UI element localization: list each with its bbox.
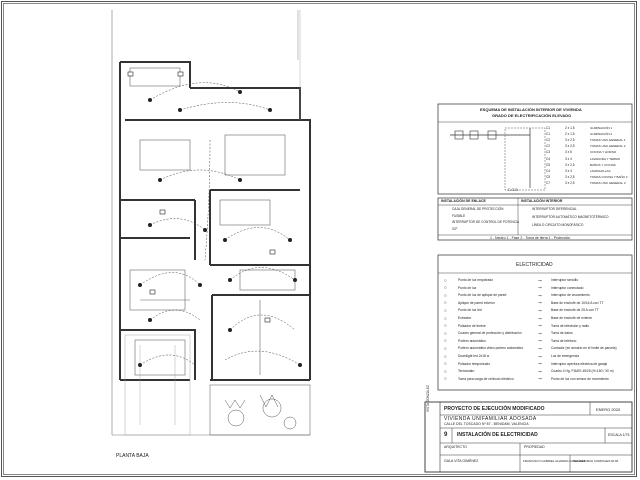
circuit-name: ILUMINACIÓN 1 (590, 126, 613, 130)
legend-right-symbol-icon: ⊸ (538, 368, 542, 374)
sheet-number: 9 (444, 432, 448, 438)
legend-right-item: Toma de teléfono (551, 338, 577, 343)
owner-name-2: SALVADORAH CORRALES RUIZ (573, 459, 619, 463)
legend-left-item: Extractor (458, 316, 472, 320)
legend-right-symbol-icon: ⊸ (538, 285, 542, 291)
circuit-name: TOMAS COCINA Y BAÑO 2 (590, 174, 628, 179)
circuit-code: C2 (546, 144, 551, 149)
legend-left-symbol-icon: ○ (444, 338, 447, 344)
legend-right-symbol-icon: ⊸ (538, 330, 542, 336)
building-address: CALLE DEL TOSCADO Nº 87 - BENIDAM, VALENCIA (444, 422, 529, 426)
side-stamp: VISTA GONZÁLEZ (426, 385, 430, 412)
install-left-item: FUSIBLE (452, 213, 466, 218)
legend-right-item: Base de enchufe de 10/16 A con TT (551, 300, 604, 305)
legend-left-symbol-icon: ○ (444, 345, 447, 351)
legend-left-symbol-icon: ○ (444, 330, 447, 336)
plan-label: PLANTA BAJA (116, 453, 149, 459)
install-right-item: LÍNEA O CIRCUITO MONOFÁSICO (532, 223, 584, 227)
role-owner: PROPIEDAD (524, 445, 545, 449)
building-type: VIVIENDA UNIFAMILIAR ADOSADA (444, 416, 537, 422)
legend-right-symbol-icon: ⊸ (538, 292, 542, 298)
sheet-scale: ESCALA 1/75 (608, 433, 630, 437)
circuit-code: C4 (546, 156, 551, 161)
schema-title: ESQUEMA DE INSTALACIÓN INTERIOR DE VIVIENDA (480, 107, 582, 112)
legend-right-item: Luz de emergencia (551, 354, 580, 358)
circuit-code: C7 (546, 180, 551, 185)
legend-right-item: Interruptor conmutado (551, 285, 584, 290)
circuit-name: COCINA Y HORNO (590, 150, 617, 155)
legend-right-item: Toma de televisión y radio (551, 323, 590, 328)
legend-left-symbol-icon: ○ (444, 361, 447, 367)
legend-left-item: Punto de luz empotrado (458, 278, 494, 282)
install-left-item: INTERRUPTOR DE CONTROL DE POTENCIA (452, 220, 520, 224)
circuit-section: 3 x 2,5 (565, 174, 575, 179)
legend-left-symbol-icon: ○ (444, 277, 447, 283)
circuit-section: 3 x 4 (565, 156, 572, 161)
circuit-section: 3 x 2,5 (565, 162, 575, 167)
circuit-name: TOMAS USO GENERAL 1 (590, 138, 626, 143)
circuit-name: TOMAS USO GENERAL 3 (590, 180, 626, 185)
legend-left-symbol-icon: ○ (444, 353, 447, 359)
legend-left-item: Toma para carga de vehículo eléctrico (458, 376, 514, 381)
install-right-item: INTERRUPTOR DIFERENCIAL (532, 207, 577, 211)
legend-right-symbol-icon: ⊸ (538, 315, 542, 321)
legend-left-symbol-icon: ○ (444, 285, 447, 291)
legend-right-symbol-icon: ⊸ (538, 307, 542, 313)
circuit-section: 3 x 2,5 (565, 180, 575, 185)
legend-title: ELECTRICIDAD (516, 262, 553, 268)
legend-left-symbol-icon: ○ (444, 300, 447, 306)
panel-label: C.G.D. (508, 188, 519, 192)
legend-right-item: Punto de luz con sensor de movimiento (551, 376, 609, 381)
install-footnote: 1 - Neutro 1 - Fase 2 - Toma de tierra 1 - Protección (490, 235, 571, 240)
circuit-code: C4 (546, 168, 551, 173)
legend-left-symbol-icon: ○ (444, 323, 447, 329)
legend-right-item: Contador (en armario en el límite de parcela) (551, 346, 617, 351)
circuit-section: 3 x 6 (565, 150, 572, 155)
circuit-name: BAÑOS Y COCINA (590, 162, 616, 167)
legend-left-symbol-icon: ○ (444, 307, 447, 313)
sheet-title: INSTALACIÓN DE ELECTRICIDAD (457, 432, 538, 438)
legend-right-item: Interruptor de cruzamiento (551, 293, 590, 298)
install-left-item: CAJA GENERAL DE PROTECCIÓN (452, 207, 504, 211)
legend-left-item: Termostato (458, 369, 475, 374)
legend-left-symbol-icon: ○ (444, 368, 447, 374)
circuit-code: C1 (546, 132, 551, 137)
circuit-code: C5 (546, 174, 551, 179)
legend-left-item: Punto de luz de aplique de pared (458, 293, 507, 298)
circuit-name: TOMAS USO GENERAL 2 (590, 144, 626, 149)
legend-left-item: Portero automático (458, 338, 486, 343)
legend-right-symbol-icon: ⊸ (538, 323, 542, 329)
owner-name-1: FRANCISCO GABRIEL ALVARES GONZÁLEZ (523, 459, 586, 463)
legend-right-symbol-icon: ⊸ (538, 353, 542, 359)
legend-left-symbol-icon: ○ (444, 376, 447, 382)
circuit-code: C2 (546, 138, 551, 143)
architect-name: GALA VITA GIMÉNEZ (444, 459, 479, 463)
circuit-name: ILUMINACIÓN 2 (590, 132, 613, 137)
legend-right-item: Base de enchufe de exterior (551, 316, 593, 320)
circuit-code: C5 (546, 162, 551, 167)
legend-right-item: Cuadro 4 Hg. PIADS 45/25 (H=180 / 30 m) (551, 369, 614, 374)
legend-right-item: Toma de datos (551, 331, 573, 336)
install-left-item: ICP (452, 226, 458, 231)
legend-right-symbol-icon: ⊸ (538, 345, 542, 351)
legend-left-symbol-icon: ○ (444, 315, 447, 321)
circuit-section: 3 x 2,5 (565, 144, 575, 149)
legend-right-symbol-icon: ⊸ (538, 277, 542, 283)
project-title: PROYECTO DE EJECUCIÓN MODIFICADO (444, 406, 545, 412)
legend-left-item: Downlight led 2x18 w (458, 354, 490, 358)
legend-left-symbol-icon: ○ (444, 292, 447, 298)
circuit-section: 2 x 1,5 (565, 126, 575, 130)
legend-right-symbol-icon: ⊸ (538, 338, 542, 344)
legend-left-item: Pulsador de timbre (458, 323, 486, 328)
legend-left-item: Punto de luz (458, 285, 477, 290)
circuit-code: C1 (546, 126, 551, 130)
legend-right-symbol-icon: ⊸ (538, 376, 542, 382)
circuit-section: 3 x 4 (565, 168, 572, 173)
schema-subtitle: GRADO DE ELECTRIFICACIÓN ELEVADO (492, 113, 572, 118)
circuit-section: 3 x 2,5 (565, 138, 575, 143)
project-date: ENERO 2020 (596, 407, 621, 412)
legend-right-item: Interruptor sencillo (551, 278, 579, 282)
legend-left-item: Pulsador temporizado (458, 361, 491, 366)
circuit-code: C3 (546, 150, 551, 155)
legend-left-item: Punto de luz led (458, 308, 482, 313)
legend-right-item: Interruptor apertura eléctrica de garaje (551, 361, 608, 366)
legend-left-item: Cuadro general de protección y distribución (458, 331, 522, 336)
install-left-header: INSTALACIÓN DE ENLACE (441, 199, 486, 203)
circuit-name: LAVADORA Y TERMO (590, 156, 621, 161)
install-right-item: INTERRUPTOR AUTOMÁTICO MAGNETOTÉRMICO (532, 215, 609, 219)
legend-right-symbol-icon: ⊸ (538, 361, 542, 367)
legend-left-item: Aplique de pared exterior (458, 300, 495, 305)
circuit-section: 2 x 1,5 (565, 132, 575, 137)
legend-left-item: Portero automático video portero automático (458, 346, 524, 351)
install-right-header: INSTALACIÓN INTERIOR (521, 199, 563, 203)
role-architect: ARQUITECTO (444, 445, 467, 449)
legend-right-symbol-icon: ⊸ (538, 300, 542, 306)
legend-right-item: Base de enchufe de 25 A con TT (551, 308, 599, 313)
circuit-name: LAVAVAJILLAS (590, 168, 611, 173)
